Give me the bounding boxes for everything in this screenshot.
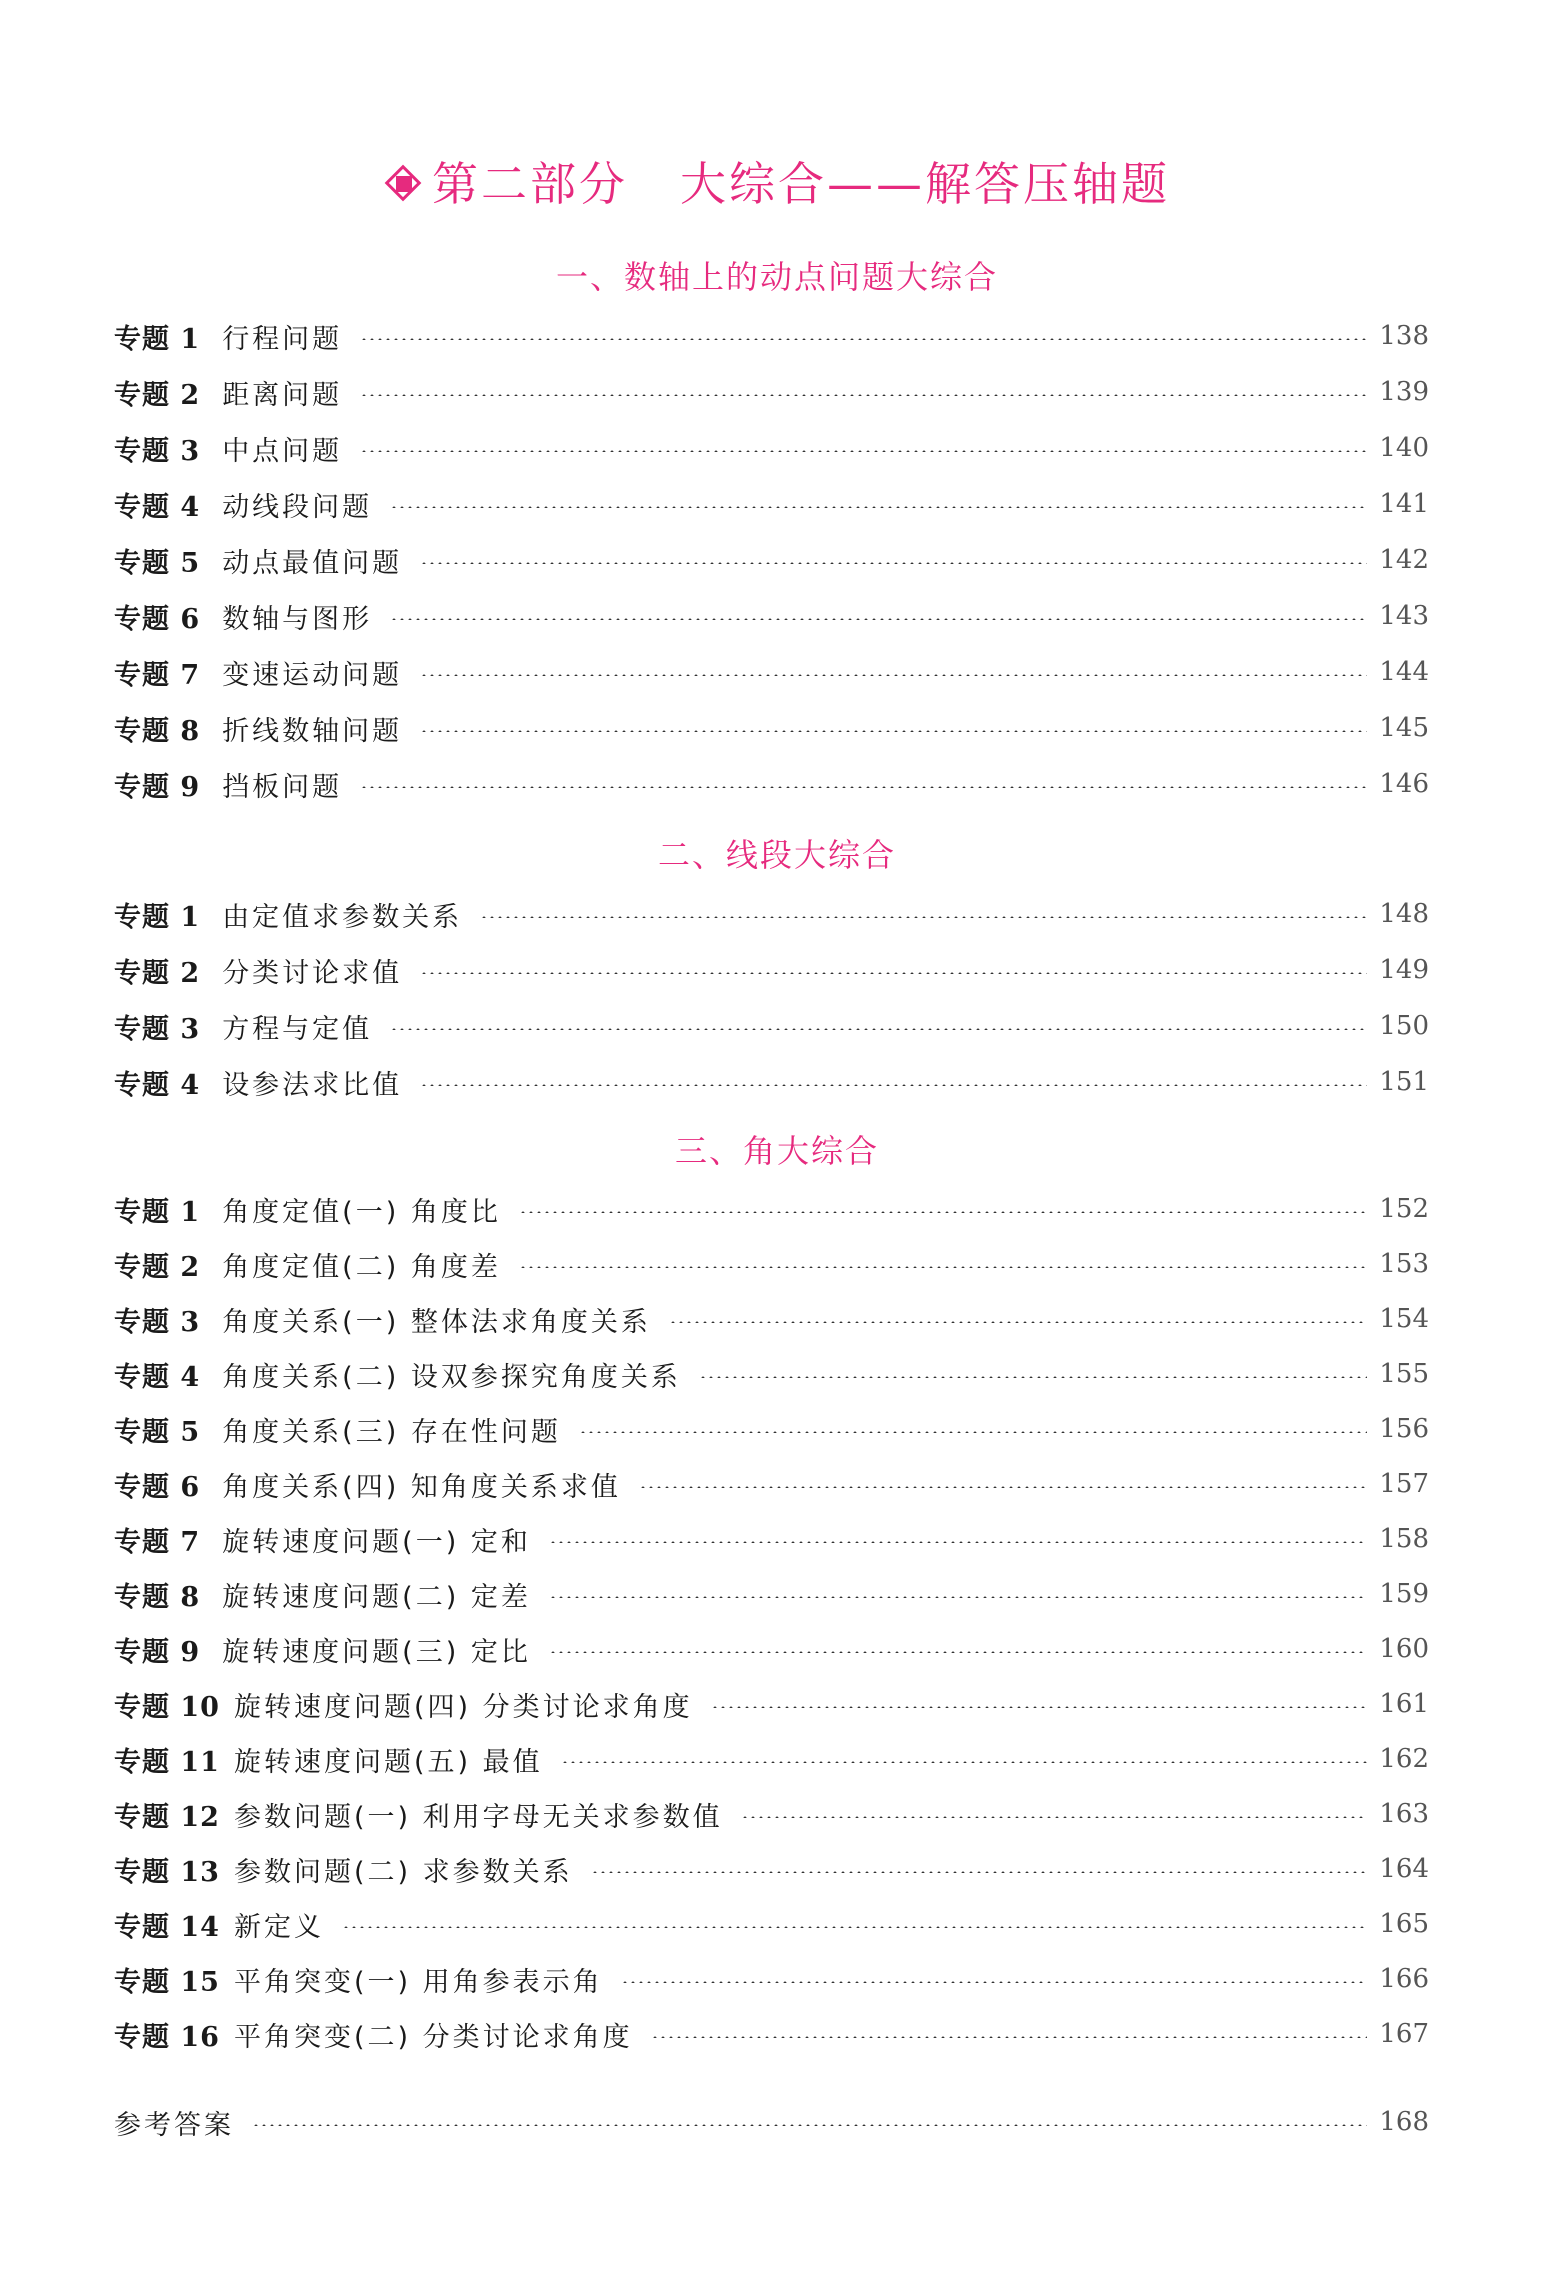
toc-entry-page: 142 xyxy=(1379,545,1429,575)
part-title-prefix: 第二部分 xyxy=(432,157,628,211)
toc-entry[interactable] xyxy=(114,1737,1429,1781)
dot-leader xyxy=(639,1486,1367,1488)
toc-entry-page: 146 xyxy=(1379,769,1429,799)
toc-entry[interactable] xyxy=(114,650,1429,694)
toc-entry[interactable] xyxy=(114,1902,1429,1946)
toc-entry-page: 155 xyxy=(1379,1359,1429,1389)
dot-leader xyxy=(561,1761,1367,1763)
toc-entry-page: 166 xyxy=(1379,1964,1429,1994)
dot-leader xyxy=(420,1084,1367,1086)
dot-leader xyxy=(519,1211,1367,1213)
dot-leader xyxy=(549,1596,1367,1598)
toc-entry-label: 专题 9 xyxy=(114,771,201,803)
toc-entry[interactable] xyxy=(114,1407,1429,1451)
toc-entry[interactable] xyxy=(114,1462,1429,1506)
diamond-square-icon xyxy=(384,164,424,204)
dot-leader xyxy=(420,674,1367,676)
toc-entry-page: 165 xyxy=(1379,1909,1429,1939)
toc-entry-title: 折线数轴问题 xyxy=(222,715,403,747)
toc-entry-label: 专题 12 xyxy=(114,1801,220,1833)
toc-entry[interactable] xyxy=(114,1187,1429,1231)
dot-leader xyxy=(651,2036,1367,2038)
dot-leader xyxy=(420,562,1367,564)
toc-entry[interactable] xyxy=(114,1682,1429,1726)
dot-leader xyxy=(252,2124,1367,2126)
dot-leader xyxy=(669,1321,1367,1323)
part-title-main: 大综合——解答压轴题 xyxy=(680,157,1170,211)
toc-entry-label: 专题 2 xyxy=(114,957,201,989)
toc-entry[interactable] xyxy=(114,482,1429,526)
toc-entry-label: 专题 6 xyxy=(114,603,201,635)
toc-entry-title: 旋转速度问题(四) 分类讨论求角度 xyxy=(233,1691,693,1723)
toc-entry-page: 138 xyxy=(1379,321,1429,351)
toc-entry-label: 专题 4 xyxy=(114,491,201,523)
toc-entry-page: 148 xyxy=(1379,899,1429,929)
toc-entry-page: 144 xyxy=(1379,657,1429,687)
dot-leader xyxy=(360,394,1367,396)
toc-entry-title: 分类讨论求值 xyxy=(222,957,403,989)
toc-entry[interactable] xyxy=(114,2012,1429,2056)
toc-entry-label: 专题 1 xyxy=(114,901,201,933)
toc-entry-label: 专题 1 xyxy=(114,1196,201,1228)
dot-leader xyxy=(360,450,1367,452)
toc-entry-label: 专题 2 xyxy=(114,1251,201,1283)
dot-leader xyxy=(360,338,1367,340)
part-title xyxy=(0,148,1554,214)
toc-entry-page: 164 xyxy=(1379,1854,1429,1884)
section-title-2: 二、线段大综合 xyxy=(657,836,896,874)
section-title-1: 一、数轴上的动点问题大综合 xyxy=(555,258,998,296)
toc-entry-page: 154 xyxy=(1379,1304,1429,1334)
toc-entry-title: 角度定值(一) 角度比 xyxy=(222,1196,501,1228)
toc-entry-title: 设参法求比值 xyxy=(222,1069,403,1101)
toc-entry[interactable] xyxy=(114,370,1429,414)
toc-entry[interactable] xyxy=(114,1352,1429,1396)
toc-entry-page: 157 xyxy=(1379,1469,1429,1499)
toc-entry-label: 专题 1 xyxy=(114,323,201,355)
toc-entry-title: 由定值求参数关系 xyxy=(222,901,463,933)
toc-entry-title: 旋转速度问题(二) 定差 xyxy=(222,1581,531,1613)
toc-entry-title: 旋转速度问题(一) 定和 xyxy=(222,1526,531,1558)
dot-leader xyxy=(420,972,1367,974)
toc-entry[interactable] xyxy=(114,1297,1429,1341)
toc-entry-answers[interactable] xyxy=(114,2100,1429,2144)
dot-leader xyxy=(390,506,1367,508)
toc-entry[interactable] xyxy=(114,426,1429,470)
toc-entry-page: 149 xyxy=(1379,955,1429,985)
toc-entry[interactable] xyxy=(114,892,1429,936)
toc-entry-title: 平角突变(一) 用角参表示角 xyxy=(233,1966,603,1998)
toc-entry-page: 160 xyxy=(1379,1634,1429,1664)
toc-entry-label: 专题 11 xyxy=(114,1746,220,1778)
answers-title: 参考答案 xyxy=(114,2109,234,2141)
toc-entry-title: 平角突变(二) 分类讨论求角度 xyxy=(233,2021,633,2053)
toc-entry[interactable] xyxy=(114,1957,1429,2001)
toc-entry-title: 角度关系(一) 整体法求角度关系 xyxy=(222,1306,651,1338)
toc-entry-page: 152 xyxy=(1379,1194,1429,1224)
toc-entry-title: 旋转速度问题(三) 定比 xyxy=(222,1636,531,1668)
toc-entry-label: 专题 3 xyxy=(114,1013,201,1045)
toc-entry-title: 角度关系(三) 存在性问题 xyxy=(222,1416,561,1448)
toc-entry-page: 141 xyxy=(1379,489,1429,519)
toc-entry-page: 163 xyxy=(1379,1799,1429,1829)
toc-entry-page: 158 xyxy=(1379,1524,1429,1554)
dot-leader xyxy=(591,1871,1367,1873)
dot-leader xyxy=(621,1981,1367,1983)
toc-entry-page: 167 xyxy=(1379,2019,1429,2049)
answers-page: 168 xyxy=(1379,2107,1429,2137)
toc-entry-label: 专题 7 xyxy=(114,659,201,691)
toc-entry-page: 150 xyxy=(1379,1011,1429,1041)
section-title-3: 三、角大综合 xyxy=(674,1132,879,1170)
toc-entry-label: 专题 4 xyxy=(114,1361,201,1393)
dot-leader xyxy=(699,1376,1367,1378)
toc-entry[interactable] xyxy=(114,1627,1429,1671)
toc-entry[interactable] xyxy=(114,1004,1429,1048)
toc-entry-page: 159 xyxy=(1379,1579,1429,1609)
toc-entry[interactable] xyxy=(114,1572,1429,1616)
dot-leader xyxy=(519,1266,1367,1268)
dot-leader xyxy=(390,618,1367,620)
toc-entry-page: 161 xyxy=(1379,1689,1429,1719)
toc-entry-title: 数轴与图形 xyxy=(222,603,373,635)
toc-entry[interactable] xyxy=(114,594,1429,638)
toc-entry-page: 139 xyxy=(1379,377,1429,407)
toc-entry-label: 专题 15 xyxy=(114,1966,220,1998)
toc-entry-label: 专题 16 xyxy=(114,2021,220,2053)
toc-entry-title: 动点最值问题 xyxy=(222,547,403,579)
toc-entry-label: 专题 10 xyxy=(114,1691,220,1723)
toc-entry-title: 新定义 xyxy=(233,1911,324,1943)
toc-entry-title: 角度关系(四) 知角度关系求值 xyxy=(222,1471,621,1503)
dot-leader xyxy=(480,916,1367,918)
toc-entry-title: 角度关系(二) 设双参探究角度关系 xyxy=(222,1361,681,1393)
toc-entry-label: 专题 2 xyxy=(114,379,201,411)
toc-entry-page: 156 xyxy=(1379,1414,1429,1444)
toc-entry-title: 方程与定值 xyxy=(222,1013,373,1045)
toc-entry[interactable] xyxy=(114,1517,1429,1561)
dot-leader xyxy=(549,1651,1367,1653)
toc-entry-title: 行程问题 xyxy=(222,323,343,355)
toc-entry-page: 145 xyxy=(1379,713,1429,743)
toc-entry-label: 专题 5 xyxy=(114,1416,201,1448)
toc-entry-label: 专题 6 xyxy=(114,1471,201,1503)
toc-entry-label: 专题 3 xyxy=(114,435,201,467)
dot-leader xyxy=(390,1028,1367,1030)
toc-entry-label: 专题 7 xyxy=(114,1526,201,1558)
dot-leader xyxy=(579,1431,1367,1433)
toc-entry-page: 153 xyxy=(1379,1249,1429,1279)
dot-leader xyxy=(342,1926,1367,1928)
toc-entry-title: 动线段问题 xyxy=(222,491,373,523)
toc-entry-label: 专题 14 xyxy=(114,1911,220,1943)
toc-entry[interactable] xyxy=(114,706,1429,750)
toc-entry-title: 中点问题 xyxy=(222,435,343,467)
dot-leader xyxy=(741,1816,1367,1818)
dot-leader xyxy=(420,730,1367,732)
toc-entry-label: 专题 13 xyxy=(114,1856,220,1888)
toc-entry-label: 专题 4 xyxy=(114,1069,201,1101)
toc-entry[interactable] xyxy=(114,1060,1429,1104)
toc-entry-title: 参数问题(二) 求参数关系 xyxy=(233,1856,573,1888)
toc-entry[interactable] xyxy=(114,314,1429,358)
toc-entry-label: 专题 3 xyxy=(114,1306,201,1338)
toc-entry[interactable] xyxy=(114,1792,1429,1836)
toc-entry-page: 140 xyxy=(1379,433,1429,463)
dot-leader xyxy=(360,786,1367,788)
toc-entry-title: 距离问题 xyxy=(222,379,343,411)
toc-entry[interactable] xyxy=(114,762,1429,806)
toc-entry[interactable] xyxy=(114,1242,1429,1286)
toc-entry-title: 旋转速度问题(五) 最值 xyxy=(233,1746,543,1778)
toc-entry-label: 专题 9 xyxy=(114,1636,201,1668)
dot-leader xyxy=(549,1541,1367,1543)
toc-entry-title: 挡板问题 xyxy=(222,771,343,803)
toc-entry-label: 专题 5 xyxy=(114,547,201,579)
toc-entry-label: 专题 8 xyxy=(114,1581,201,1613)
toc-entry-title: 角度定值(二) 角度差 xyxy=(222,1251,501,1283)
toc-entry[interactable] xyxy=(114,948,1429,992)
toc-entry-label: 专题 8 xyxy=(114,715,201,747)
toc-entry-title: 参数问题(一) 利用字母无关求参数值 xyxy=(233,1801,723,1833)
toc-entry-page: 143 xyxy=(1379,601,1429,631)
dot-leader xyxy=(711,1706,1367,1708)
toc-entry-page: 151 xyxy=(1379,1067,1429,1097)
toc-entry[interactable] xyxy=(114,538,1429,582)
toc-entry-page: 162 xyxy=(1379,1744,1429,1774)
toc-entry-title: 变速运动问题 xyxy=(222,659,403,691)
toc-entry[interactable] xyxy=(114,1847,1429,1891)
